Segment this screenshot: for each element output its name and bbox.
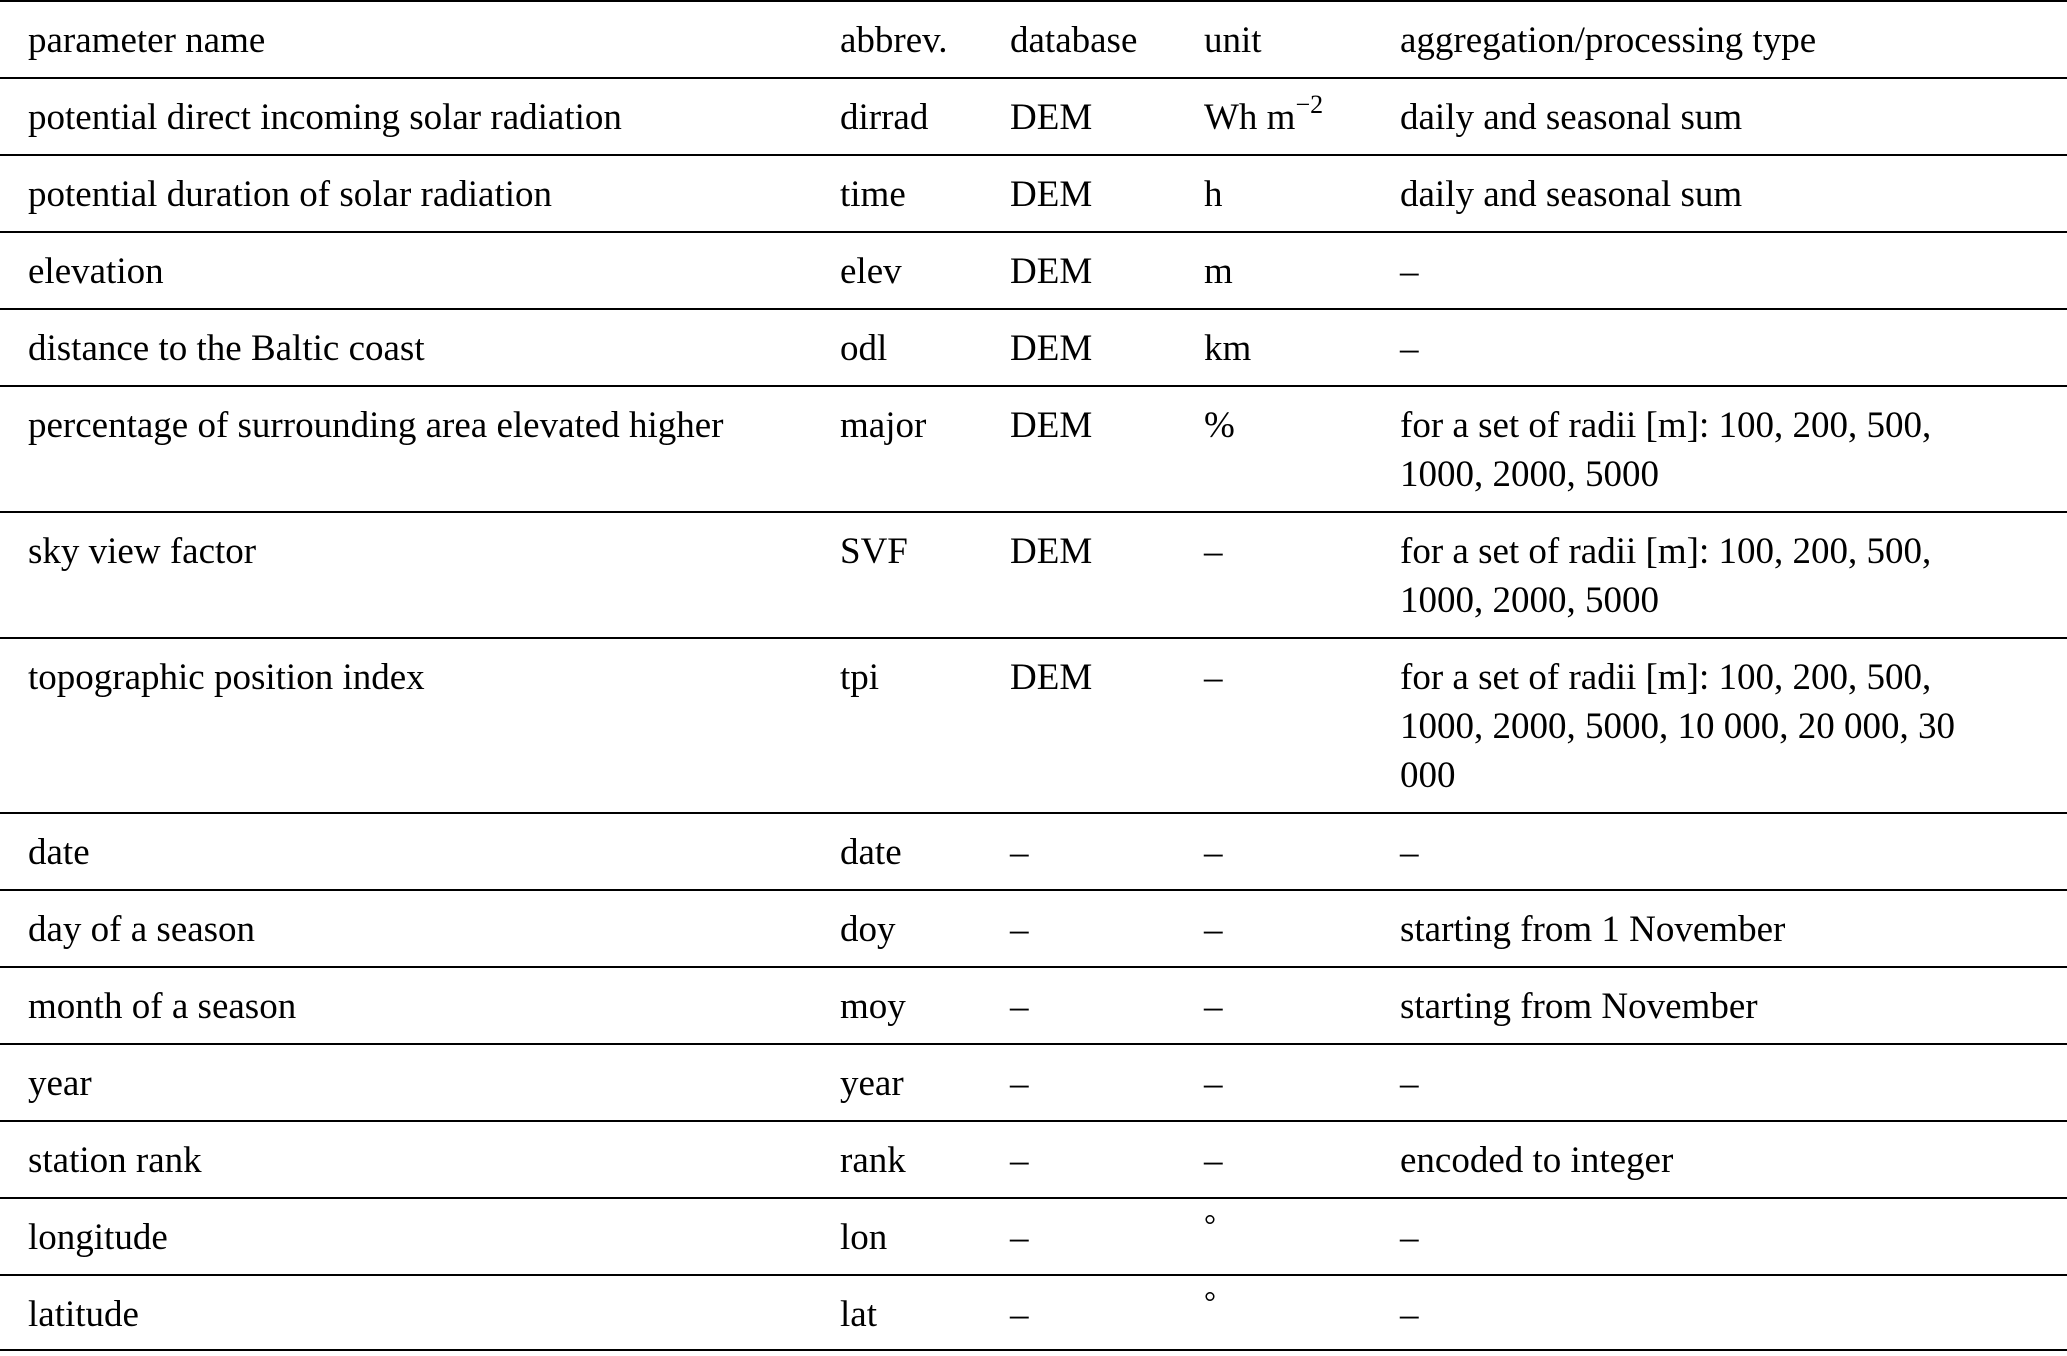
abbrev-cell: major — [840, 405, 927, 446]
table-row — [0, 889, 2067, 966]
unit-cell: km — [1204, 328, 1252, 369]
aggregation-cell: encoded to integer — [1400, 1140, 1674, 1181]
database-cell: – — [1010, 1217, 1029, 1258]
aggregation-cell: starting from 1 November — [1400, 909, 1786, 950]
database-cell: DEM — [1010, 251, 1093, 292]
abbrev-cell: odl — [840, 328, 888, 369]
abbrev-cell: lat — [840, 1294, 877, 1335]
aggregation-cell: – — [1400, 1217, 1419, 1258]
unit-superscript: −2 — [1295, 90, 1324, 119]
table-row — [0, 812, 2067, 889]
abbrev-cell: lon — [840, 1217, 888, 1258]
unit-cell: – — [1204, 531, 1223, 572]
parameter-name-cell: latitude — [28, 1294, 139, 1335]
unit-cell: – — [1204, 1063, 1223, 1104]
abbrev-cell: moy — [840, 986, 906, 1027]
database-cell: DEM — [1010, 174, 1093, 215]
database-cell: – — [1010, 1294, 1029, 1335]
table-row — [0, 1043, 2067, 1120]
aggregation-cell: – — [1400, 1063, 1419, 1104]
table-header-row — [0, 0, 2067, 77]
aggregation-cell: – — [1400, 832, 1419, 873]
aggregation-cell: daily and seasonal sum — [1400, 174, 1743, 215]
table-row — [0, 1120, 2067, 1197]
parameter-name-cell: percentage of surrounding area elevated higher — [28, 405, 724, 446]
unit-cell: ° — [1204, 1209, 1216, 1242]
table-row — [0, 1274, 2067, 1351]
abbrev-cell: rank — [840, 1140, 906, 1181]
table-row — [0, 511, 2067, 637]
parameter-name-cell: elevation — [28, 251, 164, 292]
database-cell: DEM — [1010, 657, 1093, 698]
unit-cell: % — [1204, 405, 1235, 446]
database-cell: DEM — [1010, 97, 1093, 138]
parameter-name-cell: station rank — [28, 1140, 202, 1181]
unit-cell: ° — [1204, 1286, 1216, 1319]
parameter-name-cell: longitude — [28, 1217, 168, 1258]
database-cell: – — [1010, 1140, 1029, 1181]
parameter-name-cell: distance to the Baltic coast — [28, 328, 425, 369]
abbrev-cell: SVF — [840, 531, 908, 572]
database-cell: – — [1010, 986, 1029, 1027]
unit-cell: – — [1204, 986, 1223, 1027]
unit-cell: – — [1204, 657, 1223, 698]
header-unit: unit — [1204, 20, 1262, 61]
header-database: database — [1010, 20, 1138, 61]
header-abbrev: abbrev. — [840, 20, 948, 61]
unit-cell: – — [1204, 909, 1223, 950]
abbrev-cell: dirrad — [840, 97, 929, 138]
abbrev-cell: tpi — [840, 657, 880, 698]
database-cell: – — [1010, 1063, 1029, 1104]
parameter-name-cell: year — [28, 1063, 92, 1104]
parameter-name-cell: potential direct incoming solar radiation — [28, 97, 622, 138]
unit-cell: – — [1204, 832, 1223, 873]
table-row — [0, 154, 2067, 231]
aggregation-cell: – — [1400, 328, 1419, 369]
aggregation-cell: – — [1400, 1294, 1419, 1335]
parameter-name-cell: date — [28, 832, 90, 873]
database-cell: DEM — [1010, 328, 1093, 369]
aggregation-cell: for a set of radii [m]: 100, 200, 500, 1000, 2000, 5000, 10 000, 20 000, 30 000 — [1400, 657, 1955, 796]
parameter-name-cell: month of a season — [28, 986, 297, 1027]
database-cell: – — [1010, 832, 1029, 873]
table-row — [0, 77, 2067, 154]
abbrev-cell: time — [840, 174, 906, 215]
table-row — [0, 637, 2067, 812]
unit-cell: Wh $m^{-2}$ — [1204, 90, 1324, 138]
database-cell: DEM — [1010, 531, 1093, 572]
unit-cell: – — [1204, 1140, 1223, 1181]
parameter-name-cell: topographic position index — [28, 657, 425, 698]
abbrev-cell: date — [840, 832, 902, 873]
abbrev-cell: year — [840, 1063, 904, 1104]
table-row — [0, 231, 2067, 308]
aggregation-cell: – — [1400, 251, 1419, 292]
parameter-name-cell: potential duration of solar radiation — [28, 174, 553, 215]
aggregation-cell: daily and seasonal sum — [1400, 97, 1743, 138]
aggregation-cell: for a set of radii [m]: 100, 200, 500, 1000, 2000, 5000 — [1400, 405, 1932, 495]
header-aggregation: aggregation/processing type — [1400, 20, 1817, 61]
aggregation-cell: for a set of radii [m]: 100, 200, 500, 1000, 2000, 5000 — [1400, 531, 1932, 621]
database-cell: – — [1010, 909, 1029, 950]
unit-cell: h — [1204, 174, 1223, 215]
abbrev-cell: doy — [840, 909, 896, 950]
table-row — [0, 385, 2067, 511]
parameter-name-cell: sky view factor — [28, 531, 257, 572]
table-row — [0, 966, 2067, 1043]
abbrev-cell: elev — [840, 251, 902, 292]
unit-cell: m — [1204, 251, 1233, 292]
aggregation-cell: starting from November — [1400, 986, 1758, 1027]
parameter-name-cell: day of a season — [28, 909, 256, 950]
header-parameter-name: parameter name — [28, 20, 266, 61]
database-cell: DEM — [1010, 405, 1093, 446]
table-row — [0, 1197, 2067, 1274]
table-row — [0, 308, 2067, 385]
